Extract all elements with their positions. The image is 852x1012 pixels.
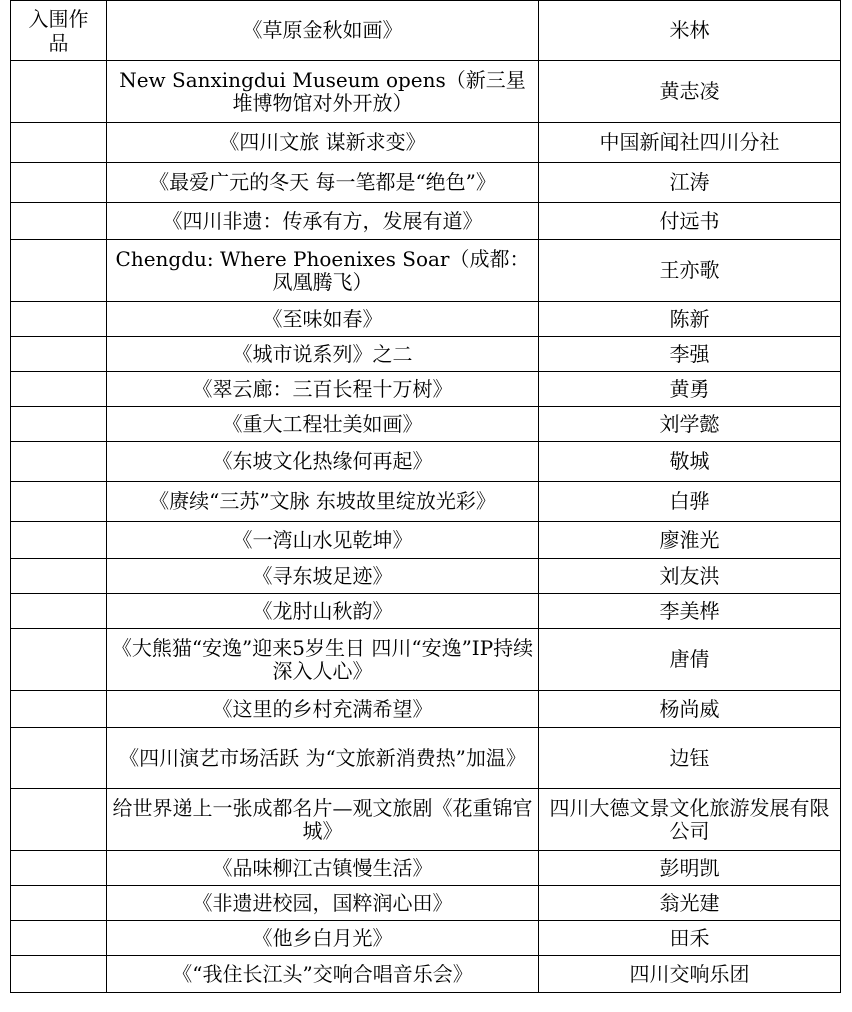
table-row <box>11 629 841 691</box>
work-title: 《大熊猫“安逸”迎来5岁生日 四川“安逸”IP持续深入人心》 <box>107 629 539 691</box>
work-title: 给世界递上一张成都名片—观文旅剧《花重锦官城》 <box>107 789 539 851</box>
work-author: 杨尚威 <box>539 691 841 728</box>
work-author: 唐倩 <box>539 629 841 691</box>
empty-cell <box>11 886 107 921</box>
table-row <box>11 956 841 993</box>
table-row <box>11 482 841 522</box>
table-row <box>11 240 841 302</box>
work-author: 翁光建 <box>539 886 841 921</box>
table-row <box>11 559 841 594</box>
work-title: 《一湾山水见乾坤》 <box>107 522 539 559</box>
table-row <box>11 1 841 61</box>
work-author: 刘友洪 <box>539 559 841 594</box>
category-label-line1: 入围作 <box>28 6 89 31</box>
work-author: 黄志凌 <box>539 61 841 123</box>
table-row <box>11 728 841 789</box>
work-author: 白骅 <box>539 482 841 522</box>
work-title: 《寻东坡足迹》 <box>107 559 539 594</box>
empty-cell <box>11 482 107 522</box>
empty-cell <box>11 789 107 851</box>
table-row <box>11 61 841 123</box>
award-table <box>10 0 841 993</box>
work-author: 敬城 <box>539 442 841 482</box>
empty-cell <box>11 203 107 240</box>
empty-cell <box>11 851 107 886</box>
empty-cell <box>11 522 107 559</box>
work-author: 田禾 <box>539 921 841 956</box>
work-author: 李强 <box>539 337 841 372</box>
table-row <box>11 522 841 559</box>
work-title: Chengdu: Where Phoenixes Soar（成都：凤凰腾飞） <box>107 240 539 302</box>
empty-cell <box>11 302 107 337</box>
work-title: 《四川文旅 谋新求变》 <box>107 123 539 163</box>
work-author: 中国新闻社四川分社 <box>539 123 841 163</box>
work-author: 王亦歌 <box>539 240 841 302</box>
empty-cell <box>11 407 107 442</box>
work-title: 《至味如春》 <box>107 302 539 337</box>
work-title: 《最爱广元的冬天 每一笔都是“绝色”》 <box>107 163 539 203</box>
table-row <box>11 921 841 956</box>
empty-cell <box>11 337 107 372</box>
empty-cell <box>11 163 107 203</box>
work-author: 江涛 <box>539 163 841 203</box>
work-title: 《东坡文化热缘何再起》 <box>107 442 539 482</box>
work-author: 边钰 <box>539 728 841 789</box>
empty-cell <box>11 123 107 163</box>
work-title: 《龙肘山秋韵》 <box>107 594 539 629</box>
work-title: 《赓续“三苏”文脉 东坡故里绽放光彩》 <box>107 482 539 522</box>
table-row <box>11 163 841 203</box>
category-label-line2: 品 <box>48 30 69 55</box>
work-title: 《品味柳江古镇慢生活》 <box>107 851 539 886</box>
table-row <box>11 372 841 407</box>
table-row <box>11 302 841 337</box>
work-title: 《翠云廊：三百长程十万树》 <box>107 372 539 407</box>
table-row <box>11 691 841 728</box>
work-author: 米林 <box>539 1 841 61</box>
table-row <box>11 203 841 240</box>
table-row <box>11 851 841 886</box>
category-cell <box>11 1 107 61</box>
empty-cell <box>11 629 107 691</box>
work-title: 《四川非遗：传承有方，发展有道》 <box>107 203 539 240</box>
work-author: 廖淮光 <box>539 522 841 559</box>
empty-cell <box>11 691 107 728</box>
empty-cell <box>11 240 107 302</box>
work-author: 李美桦 <box>539 594 841 629</box>
work-author: 陈新 <box>539 302 841 337</box>
table-row <box>11 886 841 921</box>
empty-cell <box>11 921 107 956</box>
work-author: 付远书 <box>539 203 841 240</box>
empty-cell <box>11 728 107 789</box>
table-row <box>11 407 841 442</box>
work-author: 彭明凯 <box>539 851 841 886</box>
work-title: 《重大工程壮美如画》 <box>107 407 539 442</box>
table-row <box>11 123 841 163</box>
table-row <box>11 789 841 851</box>
table-row <box>11 442 841 482</box>
work-title: 《草原金秋如画》 <box>107 1 539 61</box>
table-row <box>11 594 841 629</box>
work-title: 《“我住长江头”交响合唱音乐会》 <box>107 956 539 993</box>
work-title: 《他乡白月光》 <box>107 921 539 956</box>
work-title: 《城市说系列》之二 <box>107 337 539 372</box>
empty-cell <box>11 956 107 993</box>
empty-cell <box>11 559 107 594</box>
work-title: 《四川演艺市场活跃 为“文旅新消费热”加温》 <box>107 728 539 789</box>
work-author: 四川大德文景文化旅游发展有限公司 <box>539 789 841 851</box>
work-author: 黄勇 <box>539 372 841 407</box>
empty-cell <box>11 442 107 482</box>
work-author: 刘学懿 <box>539 407 841 442</box>
work-title: 《这里的乡村充满希望》 <box>107 691 539 728</box>
empty-cell <box>11 372 107 407</box>
empty-cell <box>11 594 107 629</box>
work-author: 四川交响乐团 <box>539 956 841 993</box>
work-title: New Sanxingdui Museum opens（新三星堆博物馆对外开放） <box>107 61 539 123</box>
work-title: 《非遗进校园，国粹润心田》 <box>107 886 539 921</box>
empty-cell <box>11 61 107 123</box>
table-row <box>11 337 841 372</box>
